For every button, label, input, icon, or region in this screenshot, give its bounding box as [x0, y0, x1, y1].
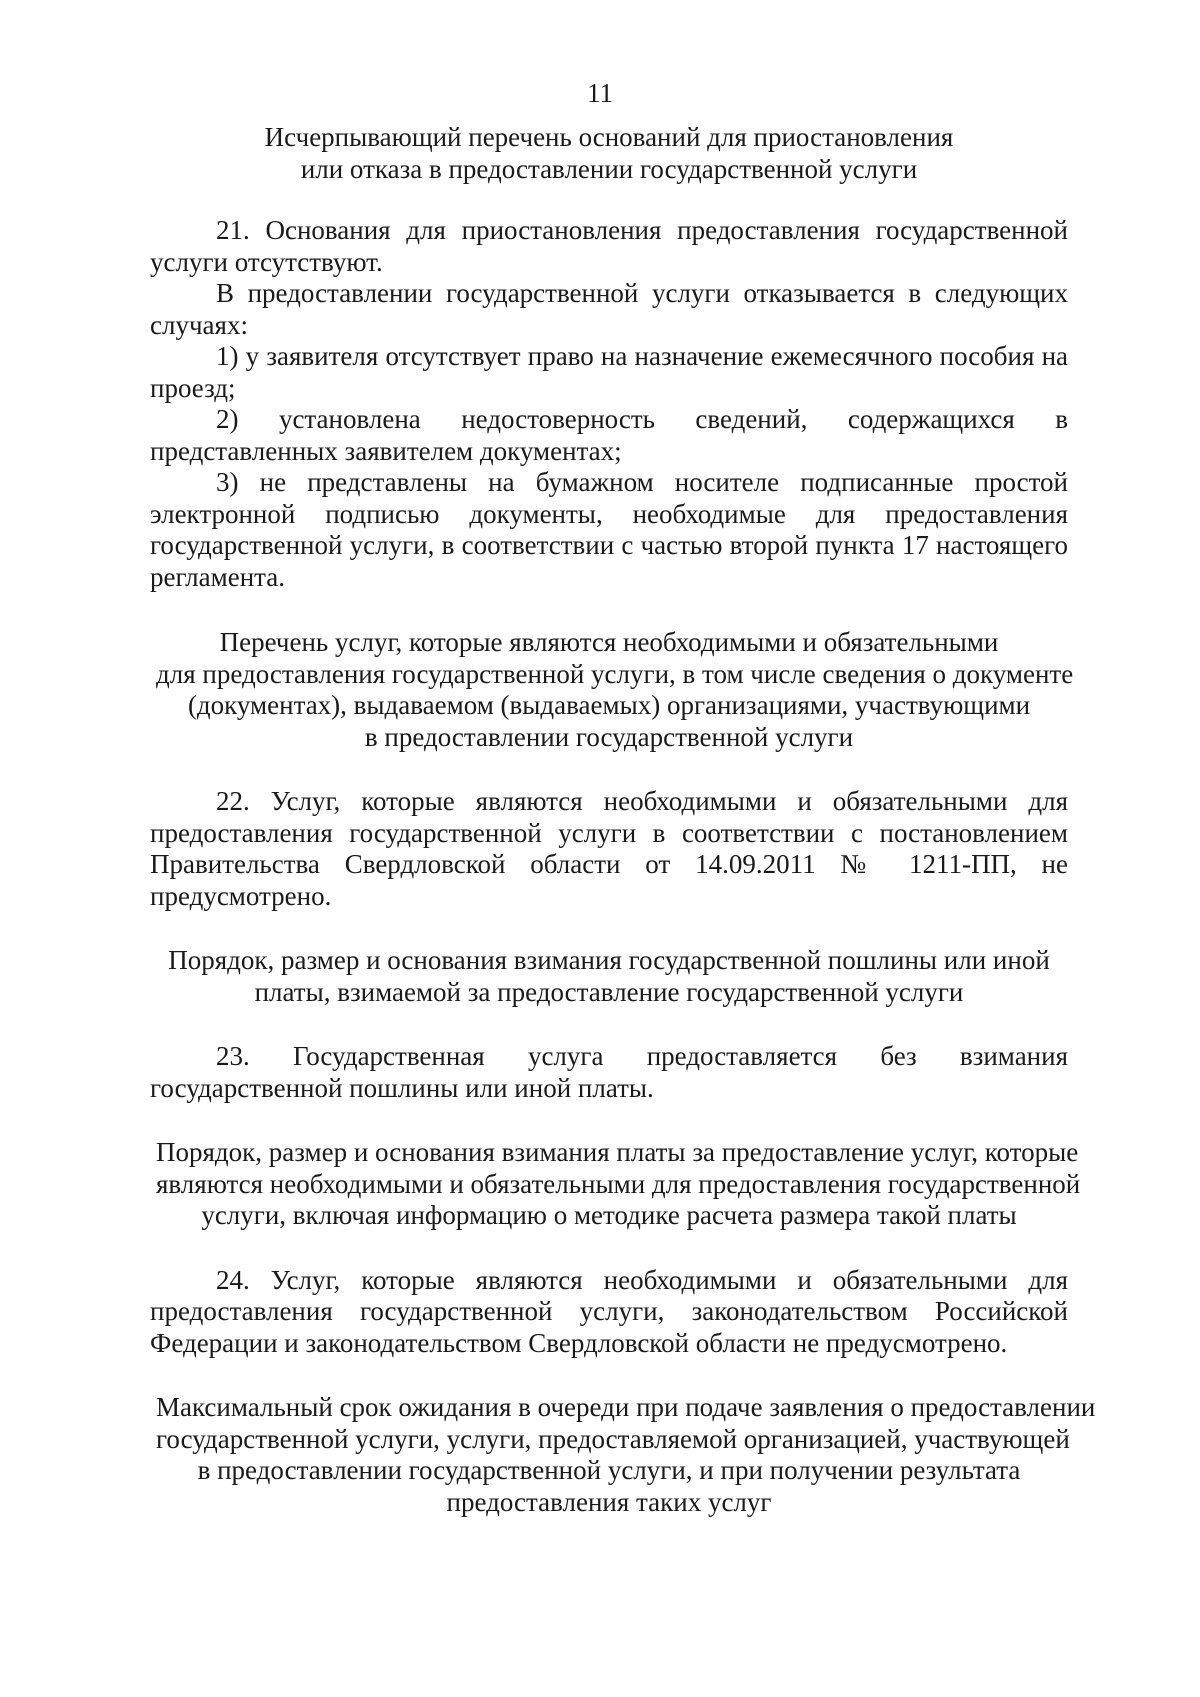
- heading-line: для предоставления государственной услуги, в том числе сведения о документе: [156, 658, 1074, 689]
- paragraph-22: 22. Услуг, которые являются необходимыми и обязательными для предоставления государственной услуги в соответствии с постановлением Правительства Свердловской области от 14.09.2011 № 1211-ПП, не предусмотрено.: [150, 786, 1068, 911]
- heading-line: или отказа в предоставлении государственной услуги: [300, 153, 918, 184]
- heading-line: (документах), выдаваемом (выдаваемых) организациями, участвующими: [187, 690, 1031, 720]
- list-item-2: 2) установлена недостоверность сведений, содержащихся в представленных заявителем документах;: [150, 404, 1068, 466]
- paragraph-24: 24. Услуг, которые являются необходимыми и обязательными для предоставления государственной услуги, законодательством Российской Федерации и законодательством Свердловской области не предусмотрено.: [150, 1264, 1068, 1358]
- list-item-1: 1) у заявителя отсутствует право на назначение ежемесячного пособия на проезд;: [150, 341, 1068, 403]
- paragraph-21: 21. Основания для приостановления предоставления государственной услуги отсутствуют.: [150, 215, 1068, 277]
- paragraph-refusal-cases: В предоставлении государственной услуги отказывается в следующих случаях:: [150, 278, 1068, 340]
- heading-line: платы, взимаемой за предоставление государственной услуги: [254, 976, 964, 1007]
- heading-line: Порядок, размер и основания взимания платы за предоставление услуг, которые: [156, 1137, 1079, 1167]
- heading-line: в предоставлении государственной услуги, и при получении результата: [197, 1455, 1021, 1485]
- heading-line: Перечень услуг, которые являются необходимыми и обязательными: [219, 627, 999, 657]
- heading-line: Исчерпывающий перечень оснований для приостановления: [264, 122, 954, 152]
- page-content: [150, 122, 1096, 1518]
- heading-line: предоставления таких услуг: [446, 1486, 772, 1517]
- paragraph-23: 23. Государственная услуга предоставляется без взимания государственной пошлины или иной платы.: [150, 1041, 1068, 1103]
- section-heading-state-fee: [150, 945, 1068, 1008]
- section-heading-suspension-refusal: [150, 122, 1068, 185]
- section-heading-service-fee: [150, 1137, 1081, 1232]
- list-item-3: 3) не представлены на бумажном носителе подписанные простой электронной подписью документы, необходимые для предоставления государственной услуги, в соответствии с частью второй пункта 17 настоящего регламента.: [150, 467, 1068, 592]
- heading-line: Порядок, размер и основания взимания государственной пошлины или иной: [168, 945, 1050, 975]
- section-heading-max-waiting-time: [150, 1392, 1096, 1518]
- heading-line: в предоставлении государственной услуги: [364, 721, 854, 752]
- heading-line: услуги, включая информацию о методике расчета размера такой платы: [201, 1200, 1017, 1230]
- heading-line: государственной услуги, услуги, предоставляемой организацией, участвующей: [156, 1423, 1070, 1454]
- heading-line: Максимальный срок ожидания в очереди при подаче заявления о предоставлении: [156, 1392, 1096, 1422]
- section-heading-required-services: [150, 627, 1074, 753]
- heading-line: являются необходимыми и обязательными для предоставления государственной: [156, 1168, 1081, 1199]
- page-number: 11: [587, 78, 613, 108]
